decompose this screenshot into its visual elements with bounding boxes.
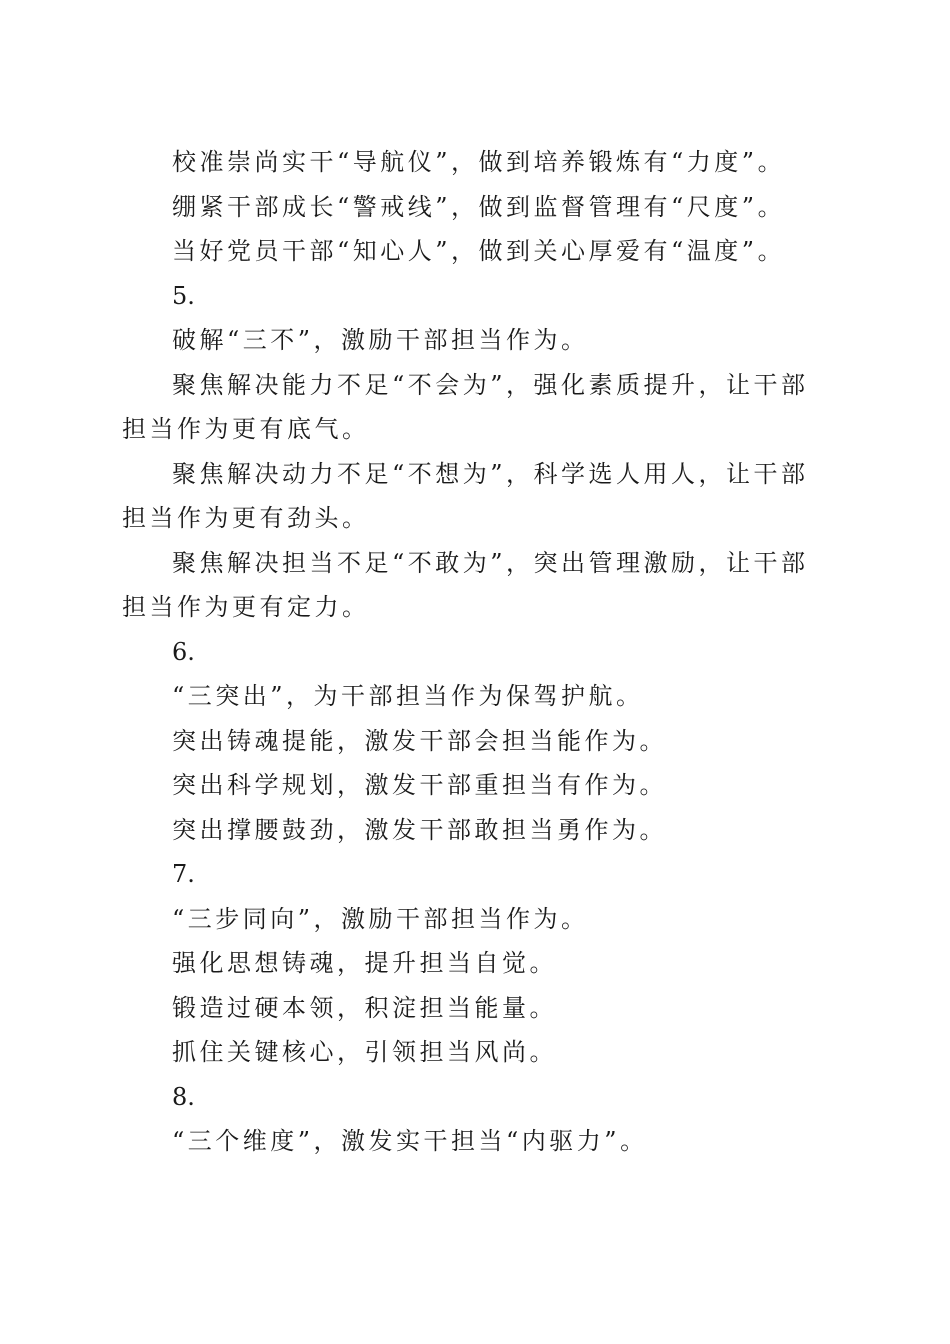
paragraph: 聚焦解决担当不足“不敢为”，突出管理激励，让干部担当作为更有定力。 — [122, 548, 809, 621]
section-heading: “三突出”，为干部担当作为保驾护航。 — [172, 682, 644, 710]
document-body — [122, 140, 822, 1164]
paragraph: 聚焦解决动力不足“不想为”，科学选人用人，让干部担当作为更有劲头。 — [122, 459, 809, 532]
paragraph: 当好党员干部“知心人”，做到关心厚爱有“温度”。 — [172, 237, 786, 265]
section-number: 6. — [172, 637, 195, 666]
section-heading: “三步同向”，激励干部担当作为。 — [172, 904, 589, 933]
section-heading: 破解“三不”，激励干部担当作为。 — [172, 326, 589, 354]
paragraph: 绷紧干部成长“警戒线”，做到监督管理有“尺度”。 — [172, 192, 786, 221]
paragraph: 校准崇尚实干“导航仪”，做到培养锻炼有“力度”。 — [172, 148, 786, 176]
paragraph: 聚焦解决能力不足“不会为”，强化素质提升，让干部担当作为更有底气。 — [122, 370, 809, 443]
section-heading: “三个维度”，激发实干担当“内驱力”。 — [172, 1127, 648, 1155]
paragraph: 突出撑腰鼓劲，激发干部敢担当勇作为。 — [172, 815, 667, 844]
paragraph: 强化思想铸魂，提升担当自觉。 — [172, 949, 557, 977]
section-number: 8. — [172, 1082, 195, 1111]
paragraph: 突出铸魂提能，激发干部会担当能作为。 — [172, 726, 667, 755]
section-number: 5. — [172, 281, 195, 310]
section-number: 7. — [172, 860, 195, 888]
paragraph: 突出科学规划，激发干部重担当有作为。 — [172, 771, 667, 799]
paragraph: 抓住关键核心，引领担当风尚。 — [172, 1038, 557, 1066]
paragraph: 锻造过硬本领，积淀担当能量。 — [172, 993, 557, 1022]
